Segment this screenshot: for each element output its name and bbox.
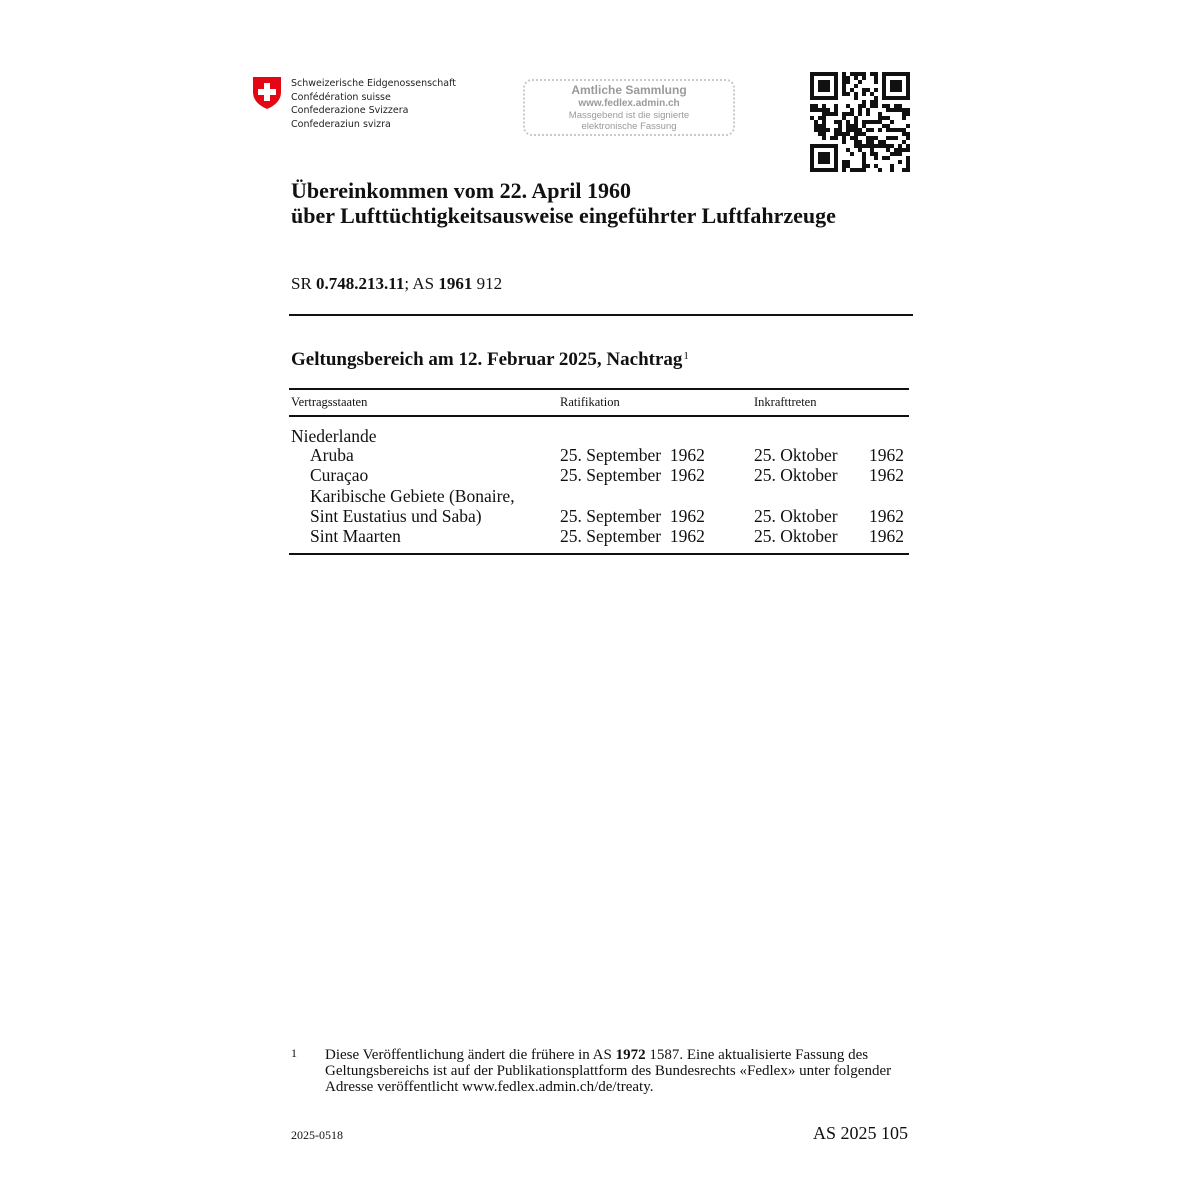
confederation-name-block <box>291 77 456 131</box>
table-cell-state: Aruba <box>310 445 354 465</box>
footnote-marker: 1 <box>683 350 689 362</box>
table-cell-state: Sint Eustatius und Saba) <box>310 506 482 526</box>
table-cell-state: Sint Maarten <box>310 526 401 546</box>
table-cell-state: Curaçao <box>310 465 369 485</box>
table-cell-entry-year: 1962 <box>869 445 904 465</box>
table-cell-ratification: 25. September 1962 <box>560 445 705 465</box>
table-header-rule <box>289 415 909 417</box>
table-cell-entry-year: 1962 <box>869 526 904 546</box>
footnote-bold-year: 1972 <box>615 1047 646 1063</box>
table-cell-entry-year: 1962 <box>869 506 904 526</box>
official-collection-stamp <box>523 79 735 136</box>
table-cell-state-line-1: Karibische Gebiete (Bonaire, <box>310 486 515 506</box>
as-prefix: ; AS <box>404 274 439 293</box>
official-collection-reference: AS 2025 105 <box>813 1123 909 1143</box>
scope-heading <box>291 349 689 371</box>
table-cell-entry-date: 25. Oktober <box>754 445 838 465</box>
table-group-label: Niederlande <box>291 426 377 446</box>
table-cell-entry-date: 25. Oktober <box>754 506 838 526</box>
footnote-number: 1 <box>291 1046 297 1060</box>
reference-line <box>291 274 502 294</box>
table-cell-entry-year: 1962 <box>869 465 904 485</box>
document-title <box>291 178 836 228</box>
title-line-1: Übereinkommen vom 22. April 1960 <box>291 178 631 203</box>
table-cell-entry-date: 25. Oktober <box>754 526 838 546</box>
footnote-text-after: 1587. Eine aktualisierte Fassung des Geltungsbereichs ist auf der Publikationsplattform des Bundesrechts «Fedlex» unter folgender Adresse veröffentlicht www.fedlex.admin.ch/de/treaty. <box>325 1047 892 1095</box>
footnote-text-before: Diese Veröffentlichung ändert die frühere in AS <box>325 1047 616 1063</box>
confederation-name-de: Schweizerische Eidgenossenschaft <box>291 78 457 89</box>
as-page: 912 <box>472 274 503 293</box>
table-cell-ratification: 25. September 1962 <box>560 465 705 485</box>
scope-heading-text: Geltungsbereich am 12. Februar 2025, Nachtrag <box>291 349 683 370</box>
confederation-name-rm: Confederaziun svizra <box>291 118 391 130</box>
stamp-note-1: Massgebend ist die signierte <box>568 110 690 121</box>
table-cell-ratification: 25. September 1962 <box>560 506 705 526</box>
document-number: 2025-0518 <box>291 1128 343 1142</box>
table-bottom-rule <box>289 553 909 555</box>
qr-code-icon <box>810 72 910 172</box>
confederation-name-it: Confederazione Svizzera <box>291 105 409 116</box>
footnote-text <box>325 1047 915 1095</box>
table-top-rule <box>289 388 909 390</box>
stamp-note-2: elektronische Fassung <box>581 121 677 132</box>
stamp-url: www.fedlex.admin.ch <box>578 98 680 109</box>
table-cell-ratification: 25. September 1962 <box>560 526 705 546</box>
column-header-states: Vertragsstaaten <box>291 395 368 409</box>
sr-number: 0.748.213.11 <box>316 274 405 293</box>
as-year: 1961 <box>438 274 473 293</box>
title-line-2: über Lufttüchtigkeitsausweise eingeführter Luftfahrzeuge <box>291 203 836 228</box>
sr-prefix: SR <box>291 274 317 293</box>
swiss-coat-of-arms-icon <box>252 76 282 110</box>
table-cell-entry-date: 25. Oktober <box>754 465 838 485</box>
section-divider <box>289 314 913 316</box>
stamp-title: Amtliche Sammlung <box>571 83 687 97</box>
column-header-entry-into-force: Inkrafttreten <box>754 395 817 409</box>
column-header-ratification: Ratifikation <box>560 395 620 409</box>
confederation-name-fr: Confédération suisse <box>291 91 391 103</box>
